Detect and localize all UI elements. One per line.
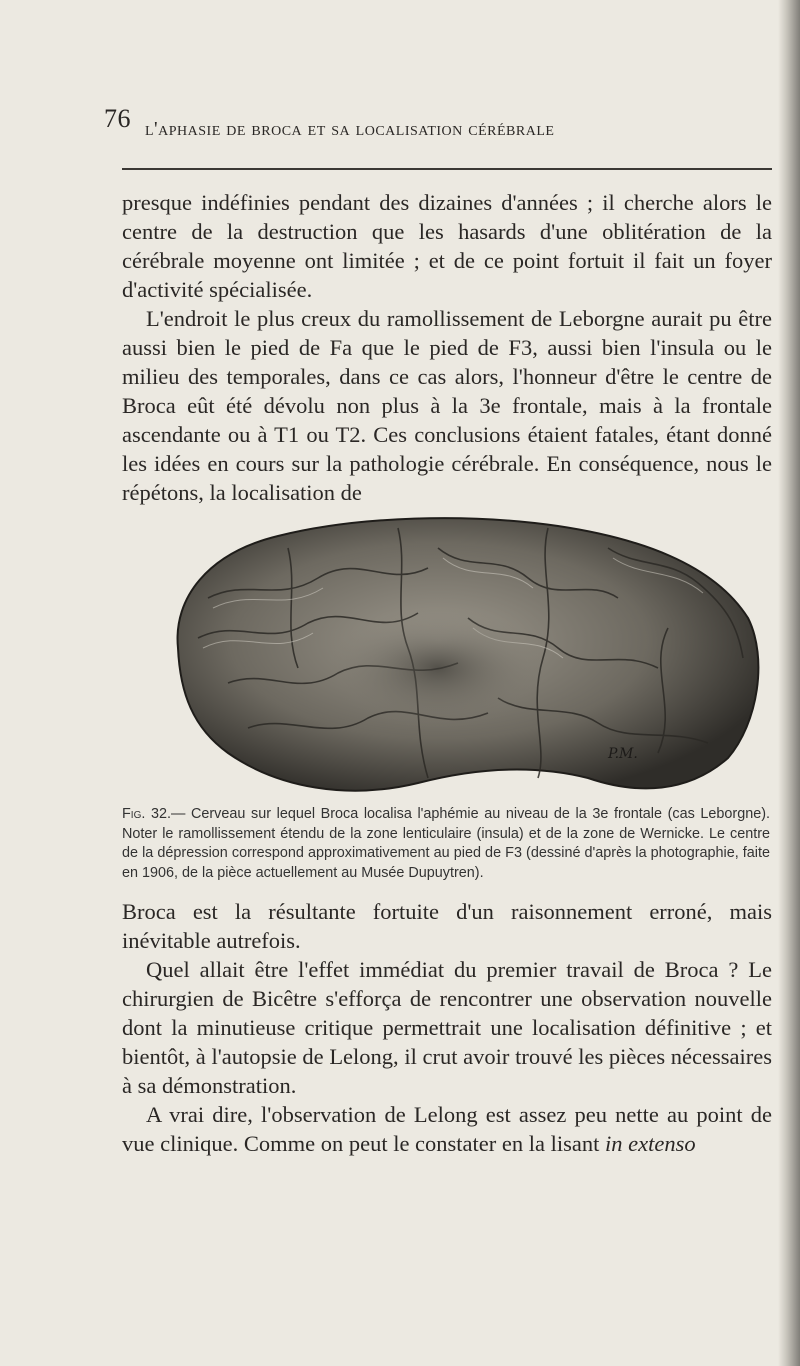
page-number: 76 xyxy=(104,104,131,133)
running-title: l'aphasie de broca et sa localisation cérébrale xyxy=(145,118,555,140)
artist-signature: P.M. xyxy=(608,746,638,762)
paragraph: L'endroit le plus creux du ramollissement de Leborgne aurait pu être aussi bien le pied de Fa que le pied de F3, aussi bien l'insula ou le milieu des temporales, dans ce cas alors, l'honneur d'être le centre de Broca eût été dévolu non plus à la 3e frontale, mais à la frontale ascendante ou à T1 ou T2. Ces conclusions étaient fatales, étant donné les idées en cours sur la pathologie cérébrale. En conséquence, nous le répétons, la localisation de xyxy=(122,306,772,505)
figure-caption xyxy=(122,805,770,883)
caption-text: — Cerveau sur lequel Broca localisa l'aphémie au niveau de la 3e frontale (cas Leborgne). Noter le ramollissement étendu de la zone lenticulaire (insula) et de la zone de Wernicke. Le centre de la dépression correspond approximativement au pied de F3 (dessiné d'après la photographie, faite en 1906, de la pièce actuellement au Musée Dupuytren). xyxy=(122,806,770,881)
brain-figure xyxy=(168,508,768,795)
paragraph-text: A vrai dire, l'observation de Lelong est assez peu nette au point de vue clinique. Comme on peut le constater en la lisant xyxy=(122,1102,772,1156)
text-block-top xyxy=(122,188,772,507)
brain-illustration xyxy=(168,508,768,795)
italic-phrase: in extenso xyxy=(605,1131,696,1156)
paragraph: Broca est la résultante fortuite d'un raisonnement erroné, mais inévitable autrefois. xyxy=(122,899,772,953)
page-edge-shadow xyxy=(778,0,800,1366)
caption-label: Fig. 32. xyxy=(122,806,171,822)
header-rule xyxy=(122,168,772,170)
paragraph-with-italic xyxy=(122,1100,772,1158)
paragraph: Quel allait être l'effet immédiat du premier travail de Broca ? Le chirurgien de Bicêtre s'efforça de rencontrer une observation nouvelle dont la minutieuse critique permettrait une localisation définitive ; et bientôt, à l'autopsie de Lelong, il crut avoir trouvé les pièces nécessaires à sa démonstration. xyxy=(122,957,772,1098)
paragraph: presque indéfinies pendant des dizaines d'années ; il cherche alors le centre de la destruction que les hasards d'une oblitération de la cérébrale moyenne ont limitée ; et de ce point fortuit il fait un foyer d'activité spécialisée. xyxy=(122,190,772,302)
text-block-bottom xyxy=(122,897,772,1158)
